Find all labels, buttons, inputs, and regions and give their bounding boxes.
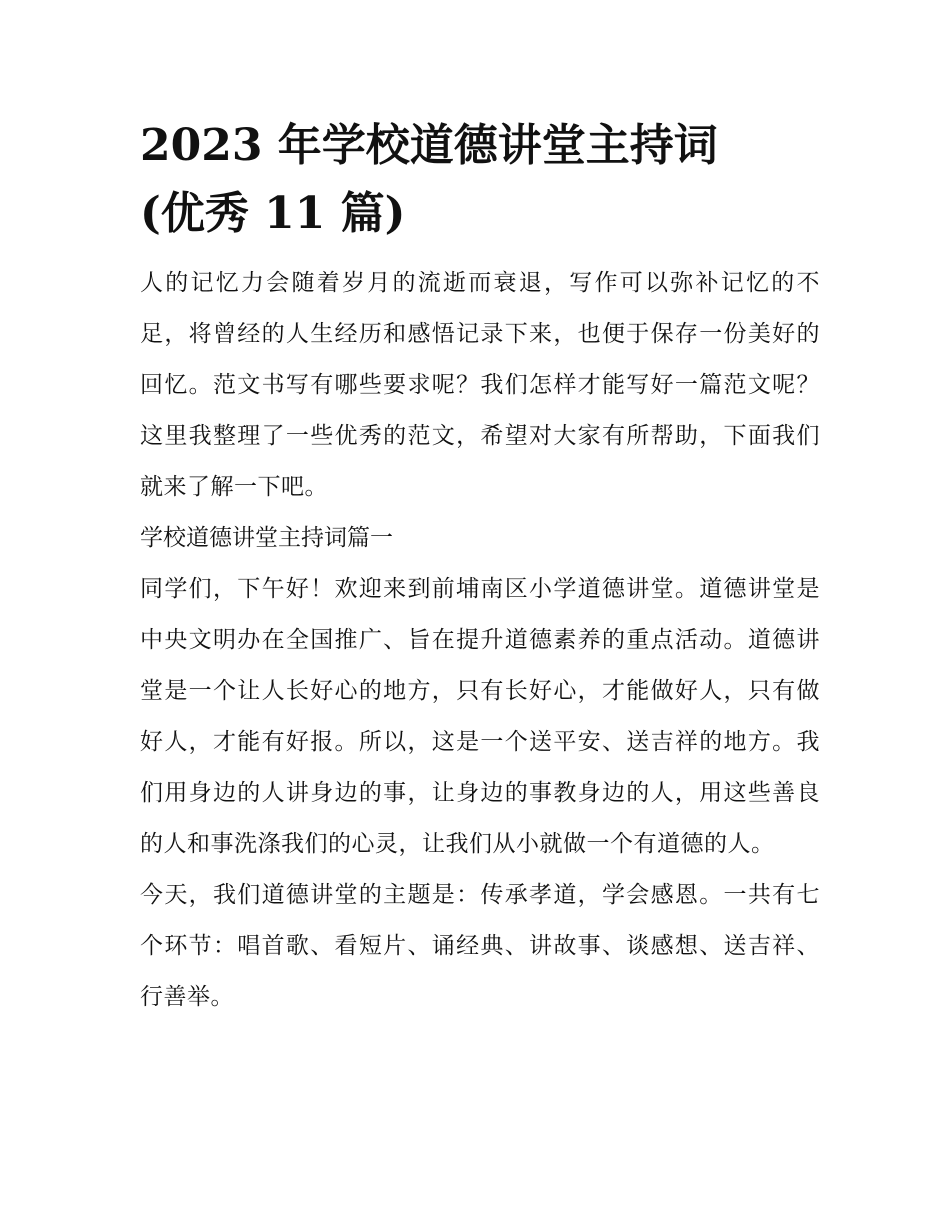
document-title (140, 112, 820, 248)
section-heading: 学校道德讲堂主持词篇一 (140, 525, 393, 551)
document-body (140, 258, 820, 1023)
title-line-2: (优秀 11 篇) (140, 188, 406, 239)
section-paragraph-2: 今天，我们道德讲堂的主题是：传承孝道，学会感恩。一共有七个环节：唱首歌、看短片、诵经典、讲故事、谈感想、送吉祥、行善举。 (140, 882, 820, 1010)
section-paragraph-1: 同学们，下午好！欢迎来到前埔南区小学道德讲堂。道德讲堂是中央文明办在全国推广、旨在提升道德素养的重点活动。道德讲堂是一个让人长好心的地方，只有长好心，才能做好人，只有做好人，才能有好报。所以，这是一个送平安、送吉祥的地方。我们用身边的人讲身边的事，让身边的事教身边的人，用这些善良的人和事洗涤我们的心灵，让我们从小就做一个有道德的人。 (140, 576, 820, 857)
document-page (140, 112, 820, 1023)
title-line-1: 2023 年学校道德讲堂主持词 (140, 120, 718, 171)
intro-paragraph: 人的记忆力会随着岁月的流逝而衰退，写作可以弥补记忆的不足，将曾经的人生经历和感悟记录下来，也便于保存一份美好的回忆。范文书写有哪些要求呢？我们怎样才能写好一篇范文呢？这里我整理了一些优秀的范文，希望对大家有所帮助，下面我们就来了解一下吧。 (140, 270, 820, 500)
